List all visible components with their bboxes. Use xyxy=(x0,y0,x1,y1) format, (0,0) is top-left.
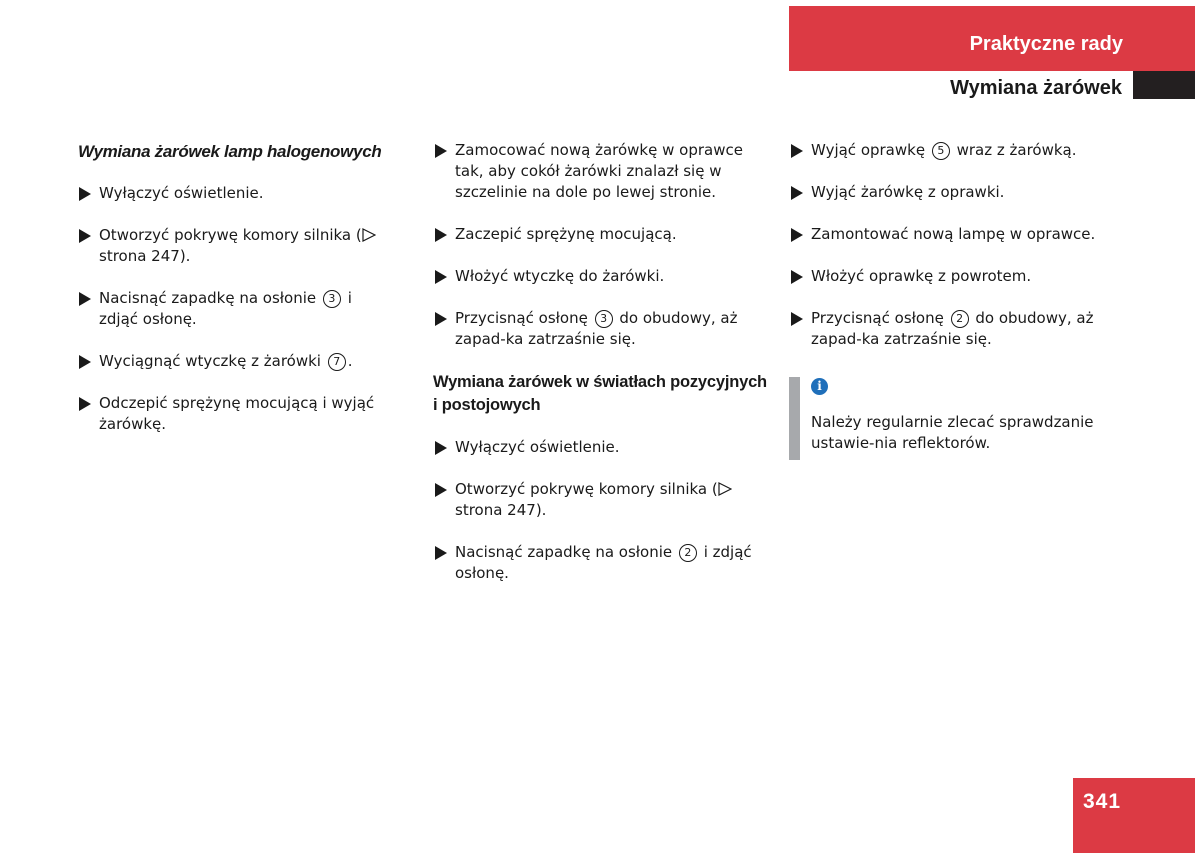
info-note xyxy=(789,377,1129,460)
column-2 xyxy=(434,140,769,605)
step-arrow-icon xyxy=(435,483,447,497)
step-arrow-icon xyxy=(435,144,447,158)
step-text: Zaczepić sprężynę mocującą. xyxy=(455,225,677,243)
step-arrow-icon xyxy=(791,228,803,242)
step-text: i zdjąć osłonę. xyxy=(455,543,752,582)
list-item xyxy=(434,542,769,584)
list-item xyxy=(78,225,388,267)
list-item xyxy=(434,266,769,287)
step-arrow-icon xyxy=(79,355,91,369)
info-icon: i xyxy=(811,378,828,395)
step-text: Otworzyć pokrywę komory silnika ( xyxy=(455,480,718,498)
section-heading-position-lights: Wymiana żarówek w światłach pozycyjnych i postojowych xyxy=(433,373,767,414)
note-side-bar xyxy=(789,377,800,460)
step-arrow-icon xyxy=(791,270,803,284)
step-text: Przycisnąć osłonę xyxy=(811,309,949,327)
callout-number: 3 xyxy=(595,310,613,328)
step-arrow-icon xyxy=(435,228,447,242)
list-item xyxy=(78,393,388,435)
step-text: Nacisnąć zapadkę na osłonie xyxy=(99,289,321,307)
step-text: Nacisnąć zapadkę na osłonie xyxy=(455,543,677,561)
step-text: . xyxy=(347,352,353,370)
step-text: Przycisnąć osłonę xyxy=(455,309,593,327)
page-reference[interactable]: strona 247 xyxy=(99,247,180,265)
section-title: Wymiana żarówek xyxy=(950,77,1122,99)
note-text: Należy regularnie zlecać sprawdzanie ustawie-nia reflektorów. xyxy=(811,413,1094,452)
step-text: ). xyxy=(179,247,191,265)
step-text: wraz z żarówką. xyxy=(951,141,1077,159)
list-item xyxy=(434,479,769,521)
step-text: ). xyxy=(535,501,547,519)
step-text: Wyciągnąć wtyczkę z żarówki xyxy=(99,352,326,370)
column-1 xyxy=(78,140,388,456)
steps-list-halogen xyxy=(78,183,388,435)
list-item xyxy=(790,266,1130,287)
step-arrow-icon xyxy=(791,312,803,326)
list-item xyxy=(434,308,769,350)
step-arrow-icon xyxy=(435,546,447,560)
list-item xyxy=(78,183,388,204)
list-item xyxy=(78,288,388,330)
column-3 xyxy=(790,140,1130,371)
step-text: Włożyć oprawkę z powrotem. xyxy=(811,267,1032,285)
steps-list-position-lights xyxy=(434,437,769,584)
step-arrow-icon xyxy=(435,312,447,326)
step-text: do obudowy, aż zapad-ka zatrzaśnie się. xyxy=(455,309,738,348)
callout-number: 2 xyxy=(951,310,969,328)
step-arrow-icon xyxy=(79,229,91,243)
callout-number: 2 xyxy=(679,544,697,562)
list-item xyxy=(78,351,388,372)
step-arrow-icon xyxy=(791,186,803,200)
callout-number: 5 xyxy=(932,142,950,160)
step-text: Zamontować nową lampę w oprawce. xyxy=(811,225,1096,243)
step-arrow-icon xyxy=(79,292,91,306)
list-item xyxy=(434,140,769,203)
page-reference[interactable]: strona 247 xyxy=(455,501,536,519)
step-text: Włożyć wtyczkę do żarówki. xyxy=(455,267,665,285)
step-text: Otworzyć pokrywę komory silnika ( xyxy=(99,226,362,244)
section-marker xyxy=(1133,71,1195,99)
step-arrow-icon xyxy=(435,270,447,284)
list-item xyxy=(434,224,769,245)
list-item xyxy=(790,308,1130,350)
callout-number: 3 xyxy=(323,290,341,308)
page-number: 341 xyxy=(1073,778,1195,853)
step-arrow-icon xyxy=(79,187,91,201)
step-arrow-icon xyxy=(435,441,447,455)
step-text: do obudowy, aż zapad-ka zatrzaśnie się. xyxy=(811,309,1094,348)
step-text: Zamocować nową żarówkę w oprawce tak, aby cokół żarówki znalazł się w szczelinie na dole po lewej stronie. xyxy=(455,141,743,201)
step-text: Wyłączyć oświetlenie. xyxy=(99,184,264,202)
list-item xyxy=(790,224,1130,245)
callout-number: 7 xyxy=(328,353,346,371)
page-reference-icon xyxy=(718,482,732,496)
steps-list-halogen-continued xyxy=(434,140,769,350)
step-text: Odczepić sprężynę mocującą i wyjąć żarówkę. xyxy=(99,394,375,433)
step-text: Wyjąć oprawkę xyxy=(811,141,930,159)
step-text: Wyjąć żarówkę z oprawki. xyxy=(811,183,1005,201)
step-arrow-icon xyxy=(79,397,91,411)
list-item xyxy=(790,182,1130,203)
list-item xyxy=(790,140,1130,161)
step-arrow-icon xyxy=(791,144,803,158)
chapter-header xyxy=(789,6,1195,71)
steps-list-position-lights-continued xyxy=(790,140,1130,350)
section-heading-halogen: Wymiana żarówek lamp halogenowych xyxy=(78,142,382,161)
page-reference-icon xyxy=(362,228,376,242)
step-text: Wyłączyć oświetlenie. xyxy=(455,438,620,456)
chapter-title: Praktyczne rady xyxy=(969,33,1123,55)
list-item xyxy=(434,437,769,458)
step-text: i zdjąć osłonę. xyxy=(99,289,352,328)
